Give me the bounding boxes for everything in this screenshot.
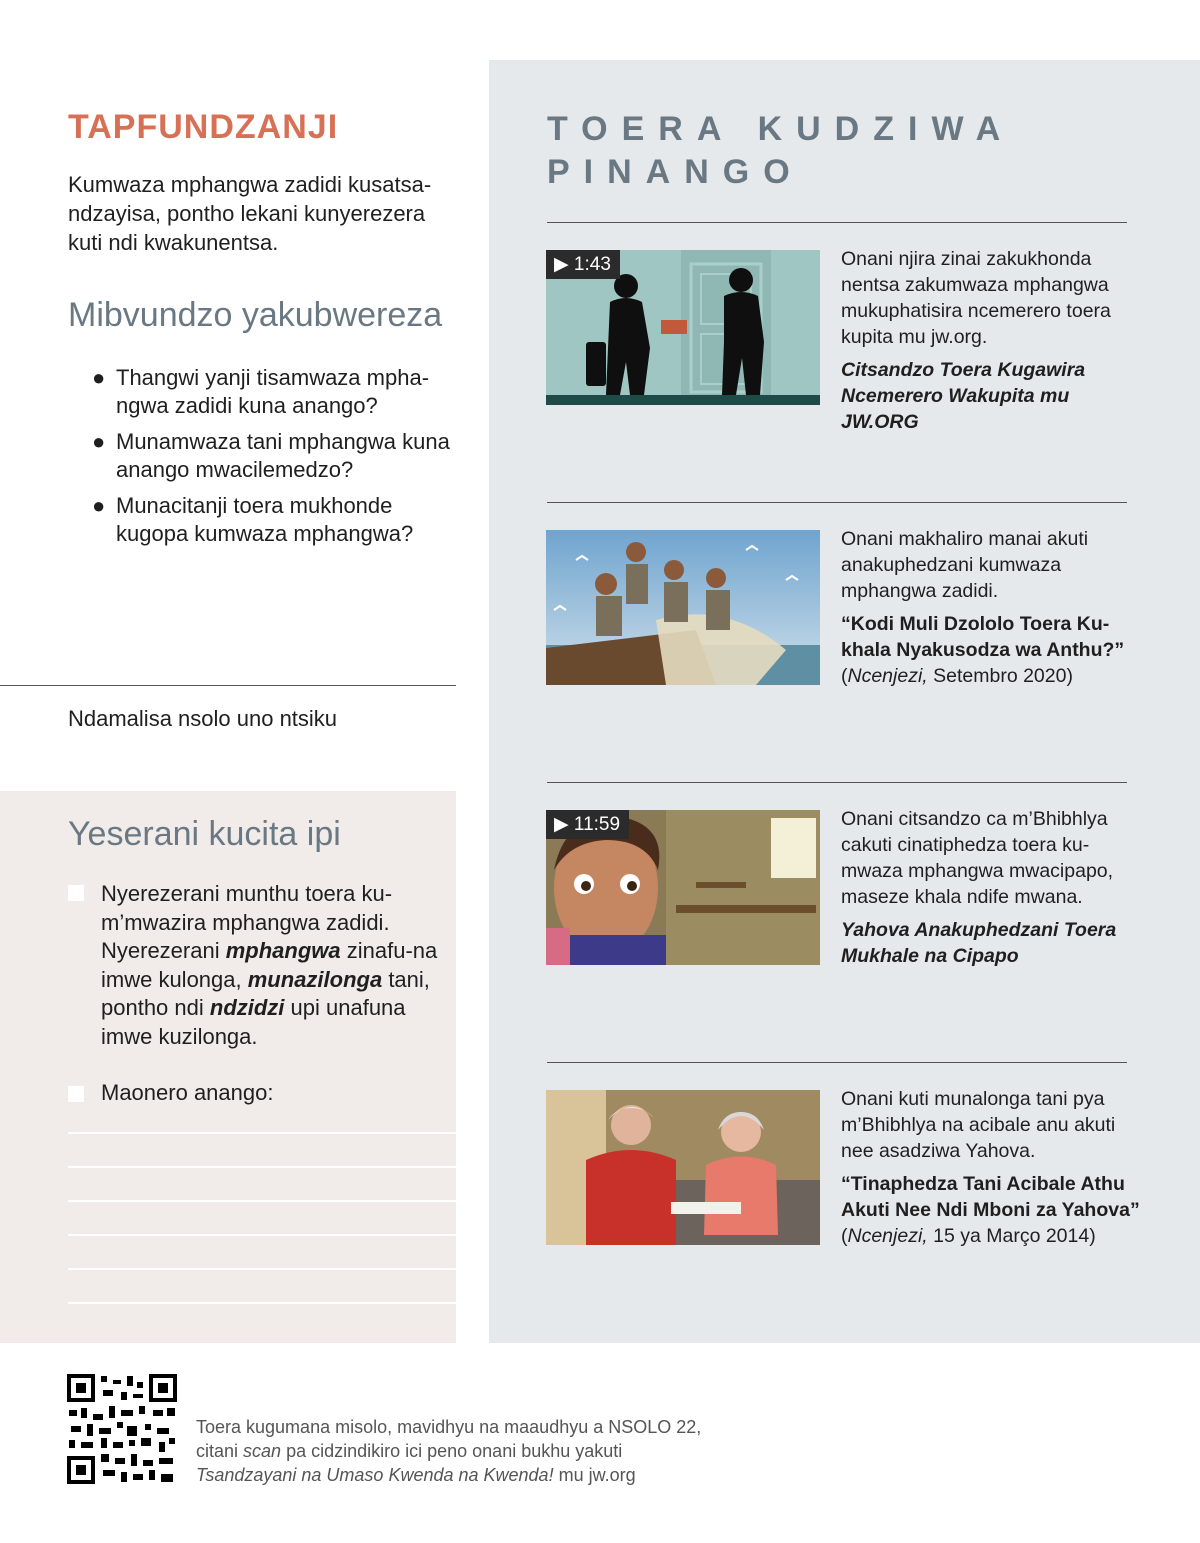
- resource-description: Onani njira zinai zakukhonda nentsa zakumwaza mphangwa mukuphatisira ncemerero toera kupita mu jw.org.: [841, 248, 1111, 348]
- footer-line: Tsandzayani na Umaso Kwenda na Kwenda! mu jw.org: [196, 1465, 636, 1485]
- resource-text: [841, 526, 1141, 689]
- fishermen-image: [546, 530, 820, 685]
- resource-source: (Ncenjezi, Setembro 2020): [841, 665, 1073, 687]
- writing-line[interactable]: [68, 1200, 456, 1202]
- resource-source: (Ncenjezi, 15 ya Março 2014): [841, 1225, 1096, 1247]
- qr-code-graphic: [67, 1374, 177, 1484]
- completed-date-label: Ndamalisa nsolo uno ntsiku: [68, 706, 338, 731]
- qr-code-icon[interactable]: [67, 1374, 177, 1484]
- divider: [547, 782, 1127, 783]
- review-questions-list: [92, 364, 452, 556]
- learn-more-title: TOERA KUDZIWA PINANGO: [547, 110, 1013, 191]
- elderly-couple-reading-image: [546, 1090, 820, 1245]
- other-opinions-label: Maonero anango:: [101, 1080, 274, 1105]
- try-this-title: Yeserani kucita ipi: [68, 815, 341, 853]
- footer-line: citani scan pa cidzindikiro ici peno onani bukhu yakuti: [196, 1441, 623, 1461]
- bullet-icon: ●: [92, 365, 106, 390]
- try-this-box: [0, 791, 456, 1343]
- video-thumbnail[interactable]: [546, 810, 820, 965]
- checkbox-icon[interactable]: [68, 885, 84, 901]
- resource-text: [841, 1086, 1141, 1249]
- article-thumbnail[interactable]: [546, 530, 820, 685]
- video-duration-badge: ▶ 1:43: [546, 250, 620, 279]
- resource-title[interactable]: “Kodi Muli Dzololo Toera Ku-khala Nyakusodza wa Anthu?”: [841, 613, 1125, 661]
- divider: [547, 222, 1127, 223]
- resource-title[interactable]: Citsandzo Toera Kugawira Ncemerero Wakupita mu JW.ORG: [841, 359, 1086, 433]
- try-item-text: Nyerezerani munthu toera ku-m’mwazira mphangwa zadidi. Nyerezerani mphangwa zinafu-na imwe kulonga, munazilonga tani, pontho ndi ndzidzi upi unafuna imwe kuzilonga.: [101, 881, 438, 1049]
- list-item: [92, 364, 452, 420]
- play-icon: ▶: [554, 814, 569, 835]
- writing-line[interactable]: [68, 1234, 456, 1236]
- resource-title[interactable]: Yahova Anakuphedzani Toera Mukhale na Cipapo: [841, 919, 1117, 967]
- writing-line[interactable]: [68, 1132, 456, 1134]
- question-text: Munamwaza tani mphangwa kuna anango mwacilemedzo?: [116, 429, 450, 482]
- writing-line[interactable]: [68, 1268, 456, 1270]
- question-text: Munacitanji toera mukhonde kugopa kumwaza mphangwa?: [116, 493, 414, 546]
- divider: [547, 502, 1127, 503]
- resource-text: [841, 806, 1141, 969]
- list-item: [92, 428, 452, 484]
- resource-description: Onani makhaliro manai akuti anakuphedzani kumwaza mphangwa zadidi.: [841, 528, 1089, 602]
- video-thumbnail[interactable]: [546, 250, 820, 405]
- question-text: Thangwi yanji tisamwaza mpha-ngwa zadidi kuna anango?: [116, 365, 430, 418]
- play-icon: ▶: [554, 254, 569, 275]
- writing-line[interactable]: [68, 1302, 456, 1304]
- review-questions-title: Mibvundzo yakubwereza: [68, 296, 443, 334]
- resource-description: Onani citsandzo ca m’Bhibhlya cakuti cinatiphedza toera ku-mwaza mphangwa mwacipapo, maseze khala ndife mwana.: [841, 808, 1114, 908]
- resource-text: [841, 246, 1141, 435]
- list-item: [92, 492, 452, 548]
- summary-text: Kumwaza mphangwa zadidi kusatsa-ndzayisa, pontho lekani kunyerezera kuti ndi kwakunentsa.: [68, 172, 432, 255]
- bullet-icon: ●: [92, 493, 106, 518]
- video-duration-badge: ▶ 11:59: [546, 810, 629, 839]
- summary-title: TAPFUNDZANJI: [68, 108, 339, 146]
- resource-description: Onani kuti munalonga tani pya m’Bhibhlya na acibale anu akuti nee asadziwa Yahova.: [841, 1088, 1116, 1162]
- writing-line[interactable]: [68, 1166, 456, 1168]
- checkbox-icon[interactable]: [68, 1086, 84, 1102]
- footer-note: [196, 1415, 756, 1487]
- bullet-icon: ●: [92, 429, 106, 454]
- resource-title[interactable]: “Tinaphedza Tani Acibale Athu Akuti Nee Ndi Mboni za Yahova”: [841, 1173, 1140, 1221]
- article-thumbnail[interactable]: [546, 1090, 820, 1245]
- footer-line: Toera kugumana misolo, mavidhyu na maaudhyu a NSOLO 22,: [196, 1417, 702, 1437]
- divider: [0, 685, 456, 686]
- divider: [547, 1062, 1127, 1063]
